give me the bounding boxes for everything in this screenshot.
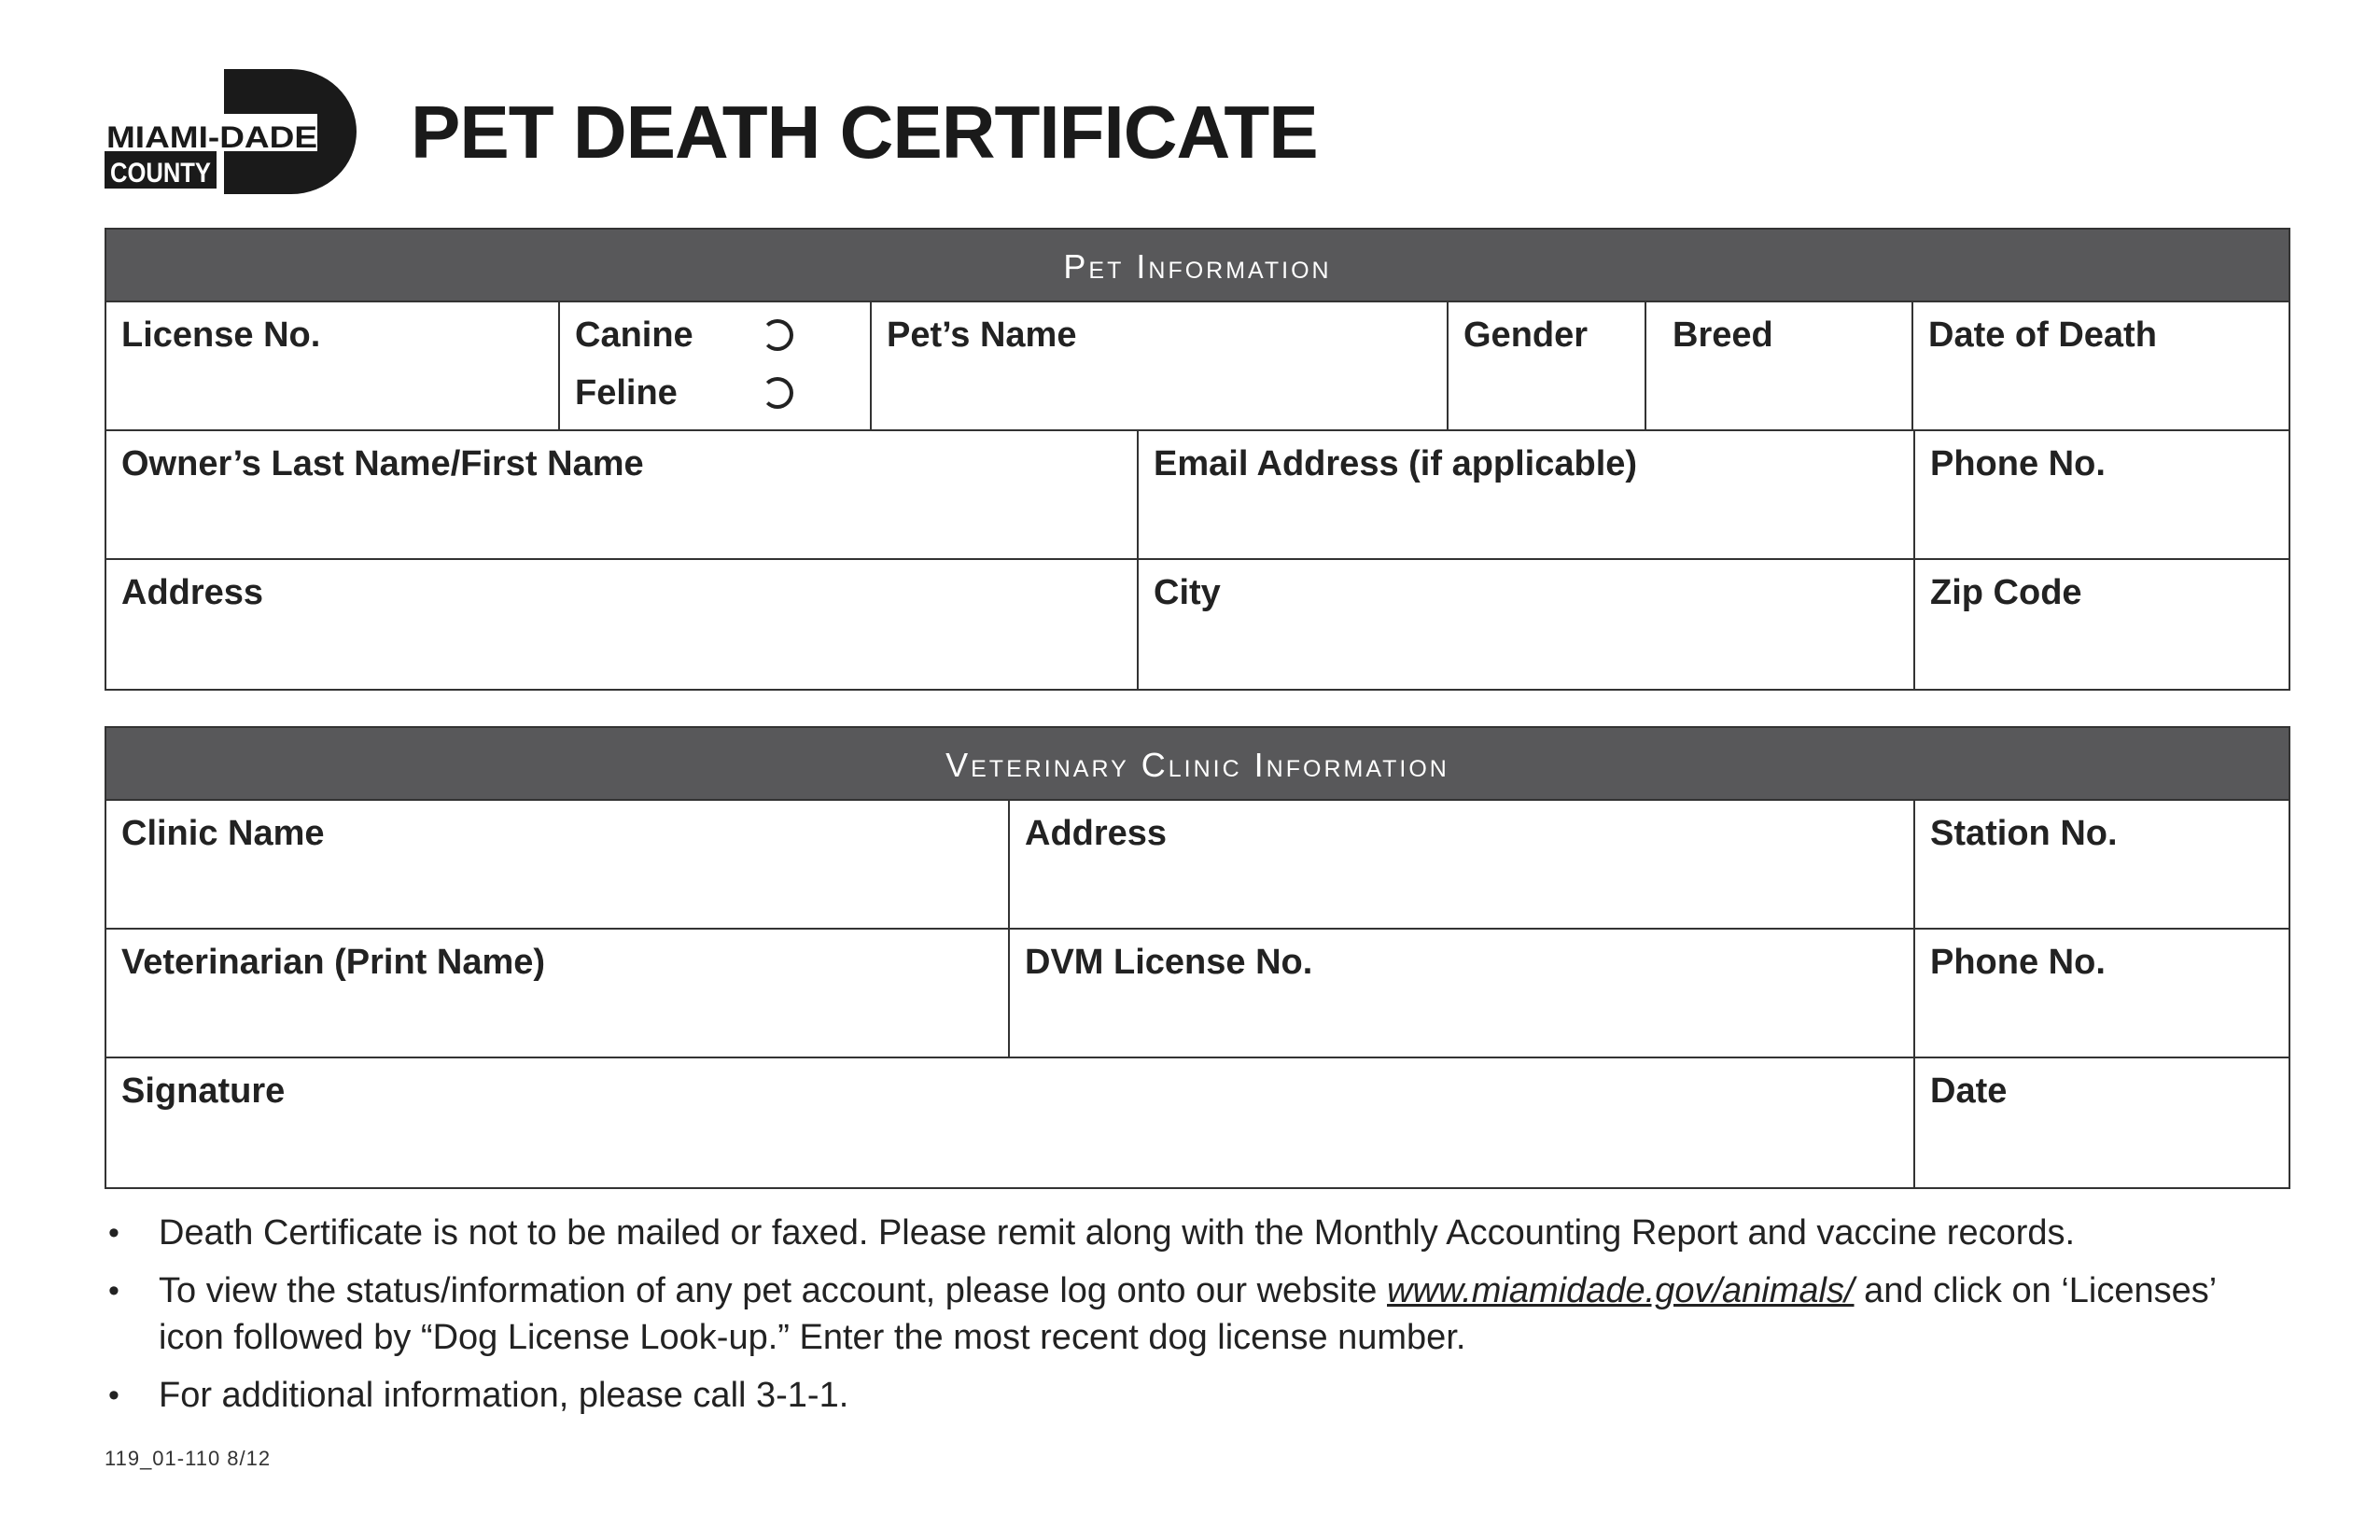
pets-name-field[interactable] [872,302,1449,429]
signature-field[interactable] [106,1058,1915,1187]
veterinarian-name-label: Veterinarian (Print Name) [121,943,546,982]
page-title: PET DEATH CERTIFICATE [411,91,1318,174]
signature-date-field[interactable] [1915,1058,2289,1187]
note-item [105,1267,2290,1361]
veterinary-clinic-section [105,726,2290,1189]
signature-label: Signature [121,1071,286,1111]
city-label: City [1154,573,1221,612]
veterinary-clinic-heading: Veterinary Clinic Information [106,728,2289,801]
clinic-address-label: Address [1025,814,1168,853]
email-field[interactable] [1139,431,1915,558]
veterinarian-name-field[interactable] [106,930,1010,1057]
owner-phone-label: Phone No. [1930,444,2106,483]
canine-radio-icon[interactable] [762,319,793,351]
bullet-icon: • [108,1273,119,1309]
note-item [105,1210,2290,1256]
license-no-field[interactable] [106,302,560,429]
note-text: and click on ‘Licenses’ icon followed by “Dog License Look-up.” Enter the most recent dog license number. [159,1271,2216,1357]
pet-row-1 [106,302,2289,431]
dvm-license-label: DVM License No. [1025,943,1313,982]
canine-label: Canine [575,315,693,355]
clinic-phone-field[interactable] [1915,930,2289,1057]
website-link[interactable]: www.miamidade.gov/animals/ [1387,1271,1855,1310]
feline-label: Feline [575,373,678,413]
gender-field[interactable] [1449,302,1646,429]
notes-list [105,1210,2290,1430]
bullet-icon: • [108,1378,119,1413]
form-code: 119_01-110 8/12 [105,1447,272,1470]
feline-option[interactable] [575,366,870,424]
station-no-field[interactable] [1915,801,2289,928]
zip-code-label: Zip Code [1930,573,2082,612]
clinic-phone-label: Phone No. [1930,943,2106,982]
canine-option[interactable] [575,308,870,366]
note-text: To view the status/information of any pet account, please log onto our website [159,1271,1387,1310]
owner-name-field[interactable] [106,431,1139,558]
owner-address-field[interactable] [106,560,1139,689]
zip-code-field[interactable] [1915,560,2289,689]
station-no-label: Station No. [1930,814,2118,853]
pet-row-3 [106,560,2289,689]
logo-line1: MIAMI-DADE [106,120,317,154]
clinic-name-label: Clinic Name [121,814,325,853]
note-text: Death Certificate is not to be mailed or faxed. Please remit along with the Monthly Accounting Report and vaccine records. [159,1213,2076,1253]
note-item [105,1372,2290,1419]
pets-name-label: Pet’s Name [887,315,1077,355]
breed-field[interactable] [1646,302,1913,429]
gender-label: Gender [1463,315,1589,355]
owner-phone-field[interactable] [1915,431,2289,558]
date-of-death-field[interactable] [1913,302,2289,429]
feline-radio-icon[interactable] [762,377,793,409]
species-field [560,302,872,429]
signature-date-label: Date [1930,1071,2008,1111]
pet-information-heading: Pet Information [106,230,2289,302]
clinic-address-field[interactable] [1010,801,1915,928]
vet-row-3 [106,1058,2289,1187]
breed-label: Breed [1673,315,1773,355]
email-label: Email Address (if applicable) [1154,444,1638,483]
dvm-license-field[interactable] [1010,930,1915,1057]
city-field[interactable] [1139,560,1915,689]
owner-name-label: Owner’s Last Name/First Name [121,444,644,483]
pet-information-section [105,228,2290,691]
note-text: For additional information, please call 3-1-1. [159,1376,849,1415]
date-of-death-label: Date of Death [1928,315,2157,355]
bullet-icon: • [108,1215,119,1251]
owner-address-label: Address [121,573,264,612]
vet-row-2 [106,930,2289,1058]
miami-dade-county-logo [105,69,366,194]
logo-line2: COUNTY [110,158,211,189]
pet-row-2 [106,431,2289,560]
vet-row-1 [106,801,2289,930]
clinic-name-field[interactable] [106,801,1010,928]
license-no-label: License No. [121,315,321,355]
